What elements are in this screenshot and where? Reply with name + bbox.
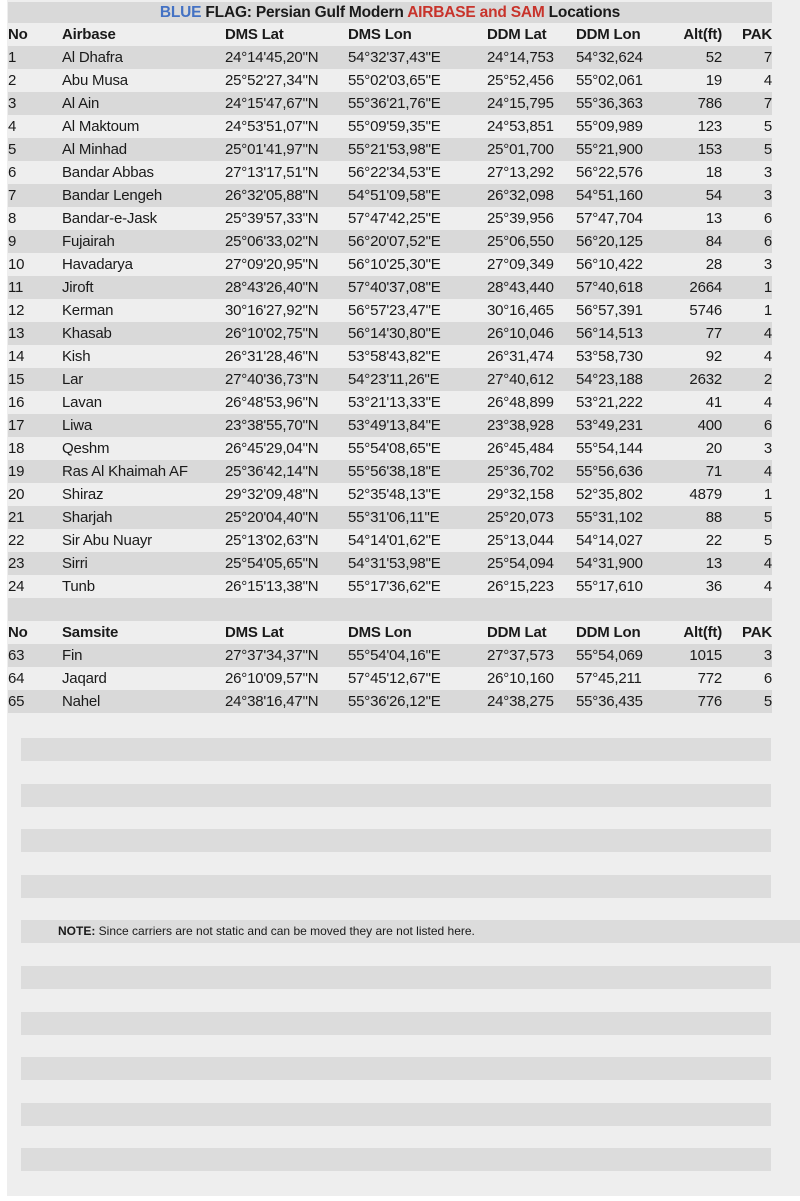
cell: 71 bbox=[705, 463, 722, 480]
column-header: PAK bbox=[742, 624, 772, 641]
cell: 20 bbox=[8, 486, 25, 503]
table-row bbox=[8, 690, 772, 713]
column-header: Alt(ft) bbox=[683, 26, 722, 43]
column-header: PAK bbox=[742, 26, 772, 43]
cell: 56°20,125 bbox=[576, 233, 643, 250]
cell: 26°48,899 bbox=[487, 394, 554, 411]
cell: 54°14'01,62"E bbox=[348, 532, 441, 549]
cell: 5 bbox=[763, 509, 772, 526]
cell: 54°23,188 bbox=[576, 371, 643, 388]
cell: 23°38'55,70"N bbox=[225, 417, 319, 434]
cell: 54 bbox=[705, 187, 722, 204]
cell: 55°36,363 bbox=[576, 95, 643, 112]
note-text: Since carriers are not static and can be moved they are not listed here. bbox=[95, 924, 475, 938]
cell: Jiroft bbox=[62, 279, 94, 296]
title-middle-text: FLAG: Persian Gulf Modern bbox=[201, 4, 408, 21]
cell: 26°10,046 bbox=[487, 325, 554, 342]
cell: 25°52,456 bbox=[487, 72, 554, 89]
cell: Sirri bbox=[62, 555, 88, 572]
cell: 25°13,044 bbox=[487, 532, 554, 549]
cell: 41 bbox=[705, 394, 722, 411]
table-row bbox=[8, 299, 772, 322]
cell: 27°40'36,73"N bbox=[225, 371, 319, 388]
cell: 25°20,073 bbox=[487, 509, 554, 526]
cell: Fin bbox=[62, 647, 83, 664]
cell: Fujairah bbox=[62, 233, 115, 250]
cell: 1 bbox=[8, 49, 17, 66]
samsite-table bbox=[8, 621, 772, 713]
cell: 24°38,275 bbox=[487, 693, 554, 710]
cell: 8 bbox=[8, 210, 17, 227]
cell: 92 bbox=[705, 348, 722, 365]
cell: 25°01,700 bbox=[487, 141, 554, 158]
cell: 55°54'04,16"E bbox=[348, 647, 441, 664]
cell: 17 bbox=[8, 417, 25, 434]
cell: Jaqard bbox=[62, 670, 107, 687]
cell: 55°09,989 bbox=[576, 118, 643, 135]
cell: 27°13'17,51"N bbox=[225, 164, 319, 181]
cell: 88 bbox=[705, 509, 722, 526]
cell: Havadarya bbox=[62, 256, 133, 273]
column-header: No bbox=[8, 26, 28, 43]
table-row bbox=[8, 368, 772, 391]
cell: 400 bbox=[697, 417, 722, 434]
cell: 25°20'04,40"N bbox=[225, 509, 319, 526]
empty-stripe bbox=[21, 1103, 771, 1126]
cell: 20 bbox=[705, 440, 722, 457]
table-row bbox=[8, 161, 772, 184]
table-row bbox=[8, 414, 772, 437]
cell: Sir Abu Nuayr bbox=[62, 532, 152, 549]
cell: 55°21'53,98"E bbox=[348, 141, 441, 158]
cell: 55°54'08,65"E bbox=[348, 440, 441, 457]
cell: 4 bbox=[763, 325, 772, 342]
column-header: DMS Lon bbox=[348, 26, 412, 43]
cell: 23 bbox=[8, 555, 25, 572]
title-red-words: AIRBASE and SAM bbox=[407, 4, 545, 21]
table-row bbox=[8, 345, 772, 368]
cell: 53°21'13,33"E bbox=[348, 394, 441, 411]
cell: 28°43,440 bbox=[487, 279, 554, 296]
column-header: Alt(ft) bbox=[683, 624, 722, 641]
cell: 65 bbox=[8, 693, 25, 710]
cell: 15 bbox=[8, 371, 25, 388]
column-header: No bbox=[8, 624, 28, 641]
cell: 55°02,061 bbox=[576, 72, 643, 89]
cell: 25°52'27,34"N bbox=[225, 72, 319, 89]
cell: 26°31'28,46"N bbox=[225, 348, 319, 365]
page-title bbox=[8, 2, 772, 23]
cell: 52°35,802 bbox=[576, 486, 643, 503]
cell: 55°17,610 bbox=[576, 578, 643, 595]
cell: 55°56,636 bbox=[576, 463, 643, 480]
cell: 6 bbox=[763, 670, 772, 687]
cell: 55°36'26,12"E bbox=[348, 693, 441, 710]
cell: 4 bbox=[763, 394, 772, 411]
cell: 26°32,098 bbox=[487, 187, 554, 204]
cell: 2 bbox=[763, 371, 772, 388]
table-row bbox=[8, 575, 772, 598]
cell: 56°22,576 bbox=[576, 164, 643, 181]
cell: 53°58'43,82"E bbox=[348, 348, 441, 365]
table-row bbox=[8, 276, 772, 299]
cell: Lavan bbox=[62, 394, 102, 411]
cell: 7 bbox=[763, 49, 772, 66]
cell: Kish bbox=[62, 348, 91, 365]
note-label: NOTE: bbox=[58, 924, 96, 938]
cell: 16 bbox=[8, 394, 25, 411]
samsite-table-body bbox=[8, 621, 772, 713]
column-header: DMS Lon bbox=[348, 624, 412, 641]
cell: 26°10,160 bbox=[487, 670, 554, 687]
cell: 24°53,851 bbox=[487, 118, 554, 135]
cell: Al Dhafra bbox=[62, 49, 123, 66]
cell: 27°37'34,37"N bbox=[225, 647, 319, 664]
cell: 54°23'11,26"E bbox=[348, 371, 440, 388]
cell: 5746 bbox=[689, 302, 722, 319]
table-row bbox=[8, 138, 772, 161]
cell: 21 bbox=[8, 509, 25, 526]
cell: 27°09,349 bbox=[487, 256, 554, 273]
empty-stripe bbox=[21, 966, 771, 989]
table-row bbox=[8, 92, 772, 115]
cell: 13 bbox=[8, 325, 25, 342]
cell: 54°51,160 bbox=[576, 187, 643, 204]
column-header: Samsite bbox=[62, 624, 119, 641]
column-header: DMS Lat bbox=[225, 26, 284, 43]
cell: 5 bbox=[763, 532, 772, 549]
cell: 6 bbox=[763, 417, 772, 434]
table-row bbox=[8, 667, 772, 690]
cell: 25°01'41,97"N bbox=[225, 141, 319, 158]
table-row bbox=[8, 184, 772, 207]
column-header: Airbase bbox=[62, 26, 116, 43]
cell: 56°57'23,47"E bbox=[348, 302, 441, 319]
cell: 1 bbox=[763, 486, 772, 503]
cell: 52 bbox=[705, 49, 722, 66]
cell: 56°57,391 bbox=[576, 302, 643, 319]
table-row bbox=[8, 46, 772, 69]
cell: 3 bbox=[763, 187, 772, 204]
cell: 5 bbox=[763, 118, 772, 135]
table-row bbox=[8, 529, 772, 552]
cell: 5 bbox=[763, 693, 772, 710]
cell: Qeshm bbox=[62, 440, 110, 457]
cell: 24°38'16,47"N bbox=[225, 693, 319, 710]
cell: 54°51'09,58"E bbox=[348, 187, 441, 204]
cell: 84 bbox=[705, 233, 722, 250]
cell: 24°15,795 bbox=[487, 95, 554, 112]
cell: 55°36,435 bbox=[576, 693, 643, 710]
cell: Tunb bbox=[62, 578, 95, 595]
note-row bbox=[21, 920, 800, 943]
cell: 6 bbox=[763, 233, 772, 250]
cell: Shiraz bbox=[62, 486, 104, 503]
cell: Sharjah bbox=[62, 509, 113, 526]
cell: 64 bbox=[8, 670, 25, 687]
cell: 55°54,144 bbox=[576, 440, 643, 457]
cell: 26°45,484 bbox=[487, 440, 554, 457]
cell: 27°09'20,95"N bbox=[225, 256, 319, 273]
cell: 24 bbox=[8, 578, 25, 595]
cell: 4879 bbox=[689, 486, 722, 503]
cell: 56°10'25,30"E bbox=[348, 256, 441, 273]
cell: 36 bbox=[705, 578, 722, 595]
cell: 26°15,223 bbox=[487, 578, 554, 595]
cell: Lar bbox=[62, 371, 84, 388]
cell: Bandar Lengeh bbox=[62, 187, 162, 204]
cell: 7 bbox=[763, 95, 772, 112]
cell: 25°39,956 bbox=[487, 210, 554, 227]
cell: 23°38,928 bbox=[487, 417, 554, 434]
cell: 772 bbox=[697, 670, 722, 687]
cell: Ras Al Khaimah AF bbox=[62, 463, 188, 480]
cell: 1 bbox=[763, 302, 772, 319]
cell: 26°45'29,04"N bbox=[225, 440, 319, 457]
cell: 3 bbox=[763, 164, 772, 181]
cell: 54°14,027 bbox=[576, 532, 643, 549]
empty-stripe bbox=[21, 784, 771, 807]
empty-stripe bbox=[21, 829, 771, 852]
cell: 26°15'13,38"N bbox=[225, 578, 319, 595]
cell: Al Maktoum bbox=[62, 118, 140, 135]
cell: 54°32,624 bbox=[576, 49, 643, 66]
cell: 4 bbox=[763, 555, 772, 572]
table-row bbox=[8, 552, 772, 575]
cell: 52°35'48,13"E bbox=[348, 486, 441, 503]
column-header: DDM Lon bbox=[576, 624, 641, 641]
cell: 9 bbox=[8, 233, 17, 250]
title-blue-word: BLUE bbox=[159, 4, 202, 21]
column-header: DDM Lat bbox=[487, 624, 547, 641]
header-row bbox=[8, 23, 772, 46]
cell: 55°02'03,65"E bbox=[348, 72, 441, 89]
cell: 57°40,618 bbox=[576, 279, 643, 296]
cell: 24°14,753 bbox=[487, 49, 554, 66]
cell: 4 bbox=[763, 72, 772, 89]
cell: 53°49'13,84"E bbox=[348, 417, 441, 434]
cell: 30°16'27,92"N bbox=[225, 302, 319, 319]
cell: 3 bbox=[763, 256, 772, 273]
cell: 14 bbox=[8, 348, 25, 365]
cell: 26°10'09,57"N bbox=[225, 670, 319, 687]
cell: 11 bbox=[8, 279, 24, 296]
cell: Nahel bbox=[62, 693, 101, 710]
cell: 1015 bbox=[689, 647, 722, 664]
column-header: DDM Lat bbox=[487, 26, 547, 43]
cell: 25°54'05,65"N bbox=[225, 555, 319, 572]
cell: 776 bbox=[697, 693, 722, 710]
cell: 26°10'02,75"N bbox=[225, 325, 319, 342]
empty-stripe bbox=[21, 738, 771, 761]
cell: 55°09'59,35"E bbox=[348, 118, 441, 135]
cell: 57°45,211 bbox=[576, 670, 642, 687]
cell: 3 bbox=[763, 440, 772, 457]
title-tail-text: Locations bbox=[544, 4, 621, 21]
cell: 7 bbox=[8, 187, 17, 204]
cell: 27°13,292 bbox=[487, 164, 554, 181]
cell: 25°36,702 bbox=[487, 463, 554, 480]
cell: 13 bbox=[705, 555, 722, 572]
cell: 27°37,573 bbox=[487, 647, 554, 664]
cell: Al Ain bbox=[62, 95, 100, 112]
cell: 25°36'42,14"N bbox=[225, 463, 319, 480]
cell: 28°43'26,40"N bbox=[225, 279, 319, 296]
cell: 24°53'51,07"N bbox=[225, 118, 319, 135]
cell: 22 bbox=[705, 532, 722, 549]
cell: 5 bbox=[763, 141, 772, 158]
column-header: DMS Lat bbox=[225, 624, 284, 641]
cell: Bandar Abbas bbox=[62, 164, 154, 181]
cell: 2 bbox=[8, 72, 17, 89]
cell: 55°21,900 bbox=[576, 141, 643, 158]
table-row bbox=[8, 69, 772, 92]
cell: 29°32'09,48"N bbox=[225, 486, 319, 503]
cell: 63 bbox=[8, 647, 25, 664]
airbase-table-body bbox=[8, 23, 772, 598]
cell: 22 bbox=[8, 532, 25, 549]
cell: 54°31,900 bbox=[576, 555, 643, 572]
cell: 55°54,069 bbox=[576, 647, 643, 664]
cell: Bandar-e-Jask bbox=[62, 210, 157, 227]
cell: 57°40'37,08"E bbox=[348, 279, 441, 296]
cell: 1 bbox=[763, 279, 772, 296]
cell: Kerman bbox=[62, 302, 114, 319]
cell: 26°48'53,96"N bbox=[225, 394, 319, 411]
cell: 25°39'57,33"N bbox=[225, 210, 319, 227]
cell: 56°20'07,52"E bbox=[348, 233, 441, 250]
cell: 26°32'05,88"N bbox=[225, 187, 319, 204]
cell: 54°31'53,98"E bbox=[348, 555, 441, 572]
table-row bbox=[8, 253, 772, 276]
cell: 786 bbox=[697, 95, 722, 112]
cell: 29°32,158 bbox=[487, 486, 554, 503]
cell: 55°17'36,62"E bbox=[348, 578, 441, 595]
table-row bbox=[8, 115, 772, 138]
cell: 25°06,550 bbox=[487, 233, 554, 250]
cell: 19 bbox=[705, 72, 722, 89]
cell: 6 bbox=[8, 164, 17, 181]
table-row bbox=[8, 460, 772, 483]
cell: 53°49,231 bbox=[576, 417, 643, 434]
table-row bbox=[8, 391, 772, 414]
cell: Al Minhad bbox=[62, 141, 127, 158]
table-row bbox=[8, 230, 772, 253]
cell: 57°47'42,25"E bbox=[348, 210, 441, 227]
cell: 57°45'12,67"E bbox=[348, 670, 441, 687]
cell: 10 bbox=[8, 256, 25, 273]
cell: 4 bbox=[763, 578, 772, 595]
cell: 18 bbox=[8, 440, 25, 457]
spacer-band bbox=[8, 598, 772, 621]
cell: 13 bbox=[705, 210, 722, 227]
cell: 24°14'45,20"N bbox=[225, 49, 319, 66]
cell: 55°56'38,18"E bbox=[348, 463, 441, 480]
cell: 4 bbox=[8, 118, 17, 135]
table-row bbox=[8, 437, 772, 460]
header-row bbox=[8, 621, 772, 644]
cell: 56°10,422 bbox=[576, 256, 643, 273]
cell: 123 bbox=[697, 118, 722, 135]
cell: Abu Musa bbox=[62, 72, 128, 89]
cell: 3 bbox=[763, 647, 772, 664]
airbase-table bbox=[8, 23, 772, 598]
cell: 19 bbox=[8, 463, 25, 480]
table-row bbox=[8, 483, 772, 506]
cell: 5 bbox=[8, 141, 17, 158]
cell: 57°47,704 bbox=[576, 210, 643, 227]
empty-stripe bbox=[21, 1148, 771, 1171]
cell: 28 bbox=[705, 256, 722, 273]
cell: 2664 bbox=[689, 279, 722, 296]
cell: 25°13'02,63"N bbox=[225, 532, 319, 549]
cell: 4 bbox=[763, 348, 772, 365]
cell: 53°21,222 bbox=[576, 394, 643, 411]
cell: 18 bbox=[705, 164, 722, 181]
cell: 55°31,102 bbox=[576, 509, 643, 526]
empty-stripe bbox=[21, 875, 771, 898]
cell: 25°06'33,02"N bbox=[225, 233, 319, 250]
cell: 56°22'34,53"E bbox=[348, 164, 441, 181]
cell: 25°54,094 bbox=[487, 555, 554, 572]
cell: 26°31,474 bbox=[487, 348, 554, 365]
cell: 24°15'47,67"N bbox=[225, 95, 319, 112]
cell: 54°32'37,43"E bbox=[348, 49, 441, 66]
cell: 6 bbox=[763, 210, 772, 227]
table-row bbox=[8, 506, 772, 529]
cell: 12 bbox=[8, 302, 25, 319]
cell: 3 bbox=[8, 95, 17, 112]
cell: 27°40,612 bbox=[487, 371, 554, 388]
cell: 53°58,730 bbox=[576, 348, 643, 365]
cell: 55°36'21,76"E bbox=[348, 95, 441, 112]
cell: 2632 bbox=[689, 371, 722, 388]
column-header: DDM Lon bbox=[576, 26, 641, 43]
cell: 30°16,465 bbox=[487, 302, 554, 319]
cell: 55°31'06,11"E bbox=[348, 509, 440, 526]
cell: Khasab bbox=[62, 325, 112, 342]
cell: 153 bbox=[697, 141, 722, 158]
cell: 4 bbox=[763, 463, 772, 480]
table-row bbox=[8, 322, 772, 345]
empty-stripe bbox=[21, 1057, 771, 1080]
cell: 56°14,513 bbox=[576, 325, 643, 342]
cell: 77 bbox=[705, 325, 722, 342]
table-row bbox=[8, 644, 772, 667]
empty-stripe bbox=[21, 1012, 771, 1035]
cell: Liwa bbox=[62, 417, 93, 434]
cell: 56°14'30,80"E bbox=[348, 325, 441, 342]
table-row bbox=[8, 207, 772, 230]
